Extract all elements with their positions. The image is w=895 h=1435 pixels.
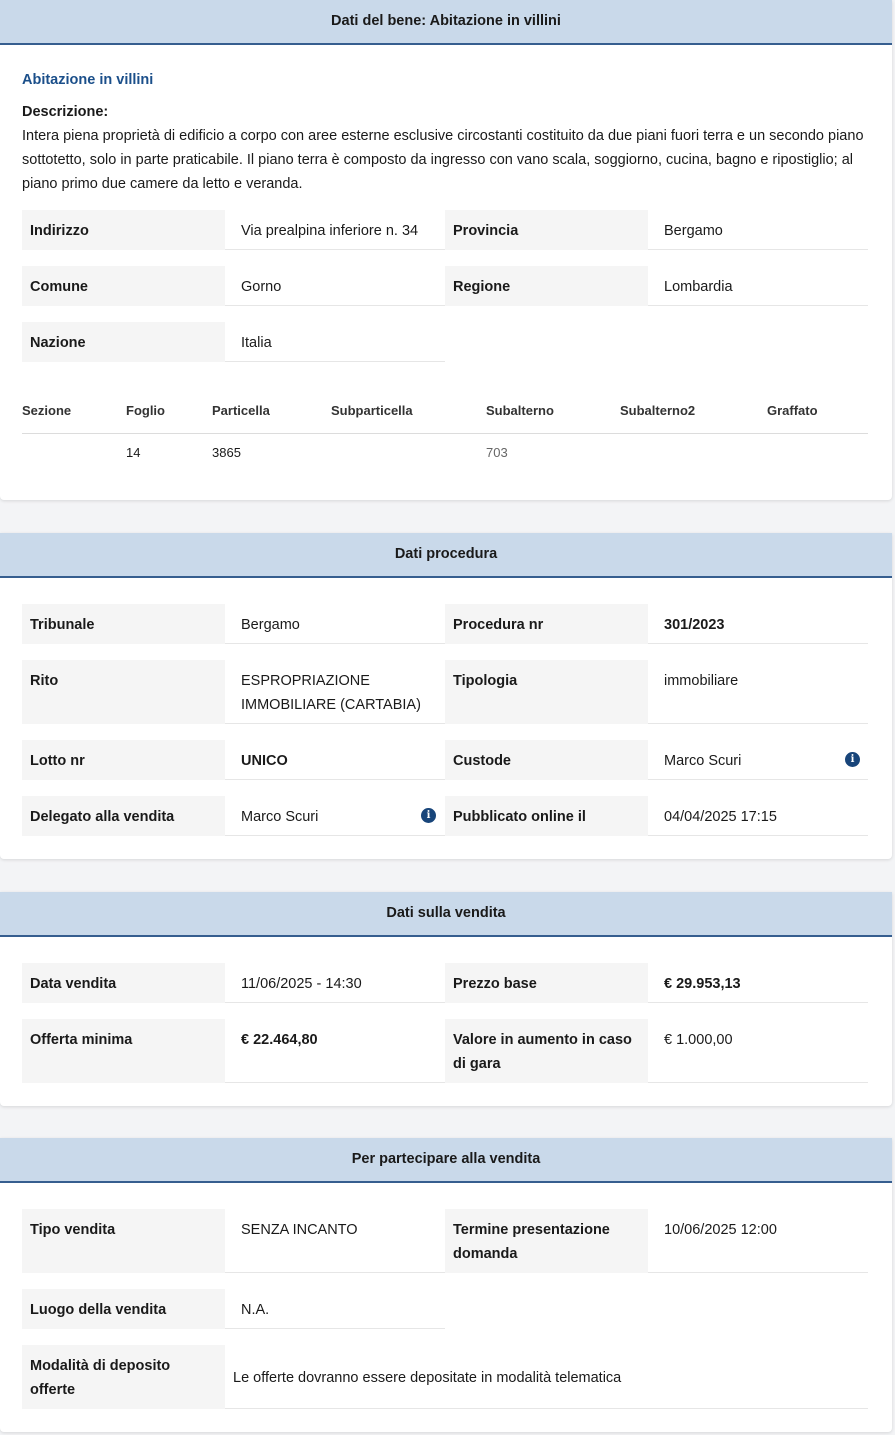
catasto-foglio: 14 (126, 445, 141, 460)
lotto-label: Lotto nr (22, 740, 225, 780)
tipo-vendita-label: Tipo vendita (22, 1209, 225, 1273)
tipo-vendita-value: SENZA INCANTO (225, 1209, 445, 1273)
catasto-col-sezione: Sezione (22, 403, 72, 418)
procedura-header: Dati procedura (0, 533, 892, 578)
bene-card (0, 0, 892, 500)
procedura-card (0, 533, 892, 859)
pubblicato-value: 04/04/2025 17:15 (648, 796, 868, 836)
row-indirizzo (22, 210, 868, 250)
delegato-info-icon[interactable]: i (421, 808, 436, 823)
row-lotto (22, 740, 868, 780)
regione-label: Regione (445, 266, 648, 306)
comune-label: Comune (22, 266, 225, 306)
offerta-minima-value: € 22.464,80 (225, 1019, 445, 1083)
procedura-nr-value: 301/2023 (648, 604, 868, 644)
table-row (22, 434, 868, 474)
partecipare-header: Per partecipare alla vendita (0, 1138, 892, 1183)
catasto-table (22, 394, 868, 474)
bene-header: Dati del bene: Abitazione in villini (0, 0, 892, 45)
deposito-label: Modalità di deposito offerte (22, 1345, 225, 1409)
catasto-subalterno: 703 (486, 445, 508, 460)
provincia-value: Bergamo (648, 210, 868, 250)
descrizione-label: Descrizione: (22, 104, 109, 120)
catasto-col-foglio: Foglio (126, 403, 165, 418)
tipologia-label: Tipologia (445, 660, 648, 724)
vendita-card (0, 892, 892, 1106)
lotto-value: UNICO (225, 740, 445, 780)
row-delegato (22, 796, 868, 836)
descrizione-text: Intera piena proprietà di edificio a corpo con aree esterne esclusive circostanti costituito da due piani fuori terra e un secondo piano sottotetto, solo in parte praticabile. Il piano terra è composto da ingresso con vano scala, soggiorno, cucina, bagno e ripostiglio; al piano primo due camere da letto e veranda. (22, 128, 864, 192)
tribunale-value: Bergamo (225, 604, 445, 644)
tipologia-value: immobiliare (648, 660, 868, 724)
custode-label: Custode (445, 740, 648, 780)
bene-title: Abitazione in villini (22, 72, 154, 88)
prezzo-base-value: € 29.953,13 (648, 963, 868, 1003)
delegato-label: Delegato alla vendita (22, 796, 225, 836)
catasto-particella: 3865 (212, 445, 241, 460)
provincia-label: Provincia (445, 210, 648, 250)
catasto-col-subparticella: Subparticella (331, 403, 413, 418)
luogo-value: N.A. (225, 1289, 445, 1329)
aumento-value: € 1.000,00 (648, 1019, 868, 1083)
catasto-col-graffato: Graffato (767, 403, 818, 418)
row-data-vendita (22, 963, 868, 1003)
termine-value: 10/06/2025 12:00 (648, 1209, 868, 1273)
partecipare-card (0, 1138, 892, 1432)
nazione-value: Italia (225, 322, 445, 362)
pubblicato-label: Pubblicato online il (445, 796, 648, 836)
delegato-value: Marco Scuri (225, 796, 445, 836)
indirizzo-label: Indirizzo (22, 210, 225, 250)
nazione-label: Nazione (22, 322, 225, 362)
row-luogo (22, 1289, 868, 1329)
luogo-label: Luogo della vendita (22, 1289, 225, 1329)
catasto-header-row (22, 394, 868, 434)
aumento-label: Valore in aumento in caso di gara (445, 1019, 648, 1083)
row-comune (22, 266, 868, 306)
row-deposito (22, 1345, 868, 1409)
custode-value: Marco Scuri (648, 740, 868, 780)
row-offerta (22, 1019, 868, 1083)
row-rito (22, 660, 868, 724)
data-vendita-label: Data vendita (22, 963, 225, 1003)
comune-value: Gorno (225, 266, 445, 306)
row-tribunale (22, 604, 868, 644)
prezzo-base-label: Prezzo base (445, 963, 648, 1003)
row-tipo-vendita (22, 1209, 868, 1273)
tribunale-label: Tribunale (22, 604, 225, 644)
procedura-nr-label: Procedura nr (445, 604, 648, 644)
indirizzo-value: Via prealpina inferiore n. 34 (225, 210, 445, 250)
catasto-col-subalterno: Subalterno (486, 403, 554, 418)
rito-value: ESPROPRIAZIONE IMMOBILIARE (CARTABIA) (225, 660, 445, 724)
regione-value: Lombardia (648, 266, 868, 306)
termine-label: Termine presentazione domanda (445, 1209, 648, 1273)
deposito-value: Le offerte dovranno essere depositate in modalità telematica (225, 1345, 868, 1409)
rito-label: Rito (22, 660, 225, 724)
vendita-header: Dati sulla vendita (0, 892, 892, 937)
data-vendita-value: 11/06/2025 - 14:30 (225, 963, 445, 1003)
offerta-minima-label: Offerta minima (22, 1019, 225, 1083)
custode-info-icon[interactable]: i (845, 752, 860, 767)
row-nazione (22, 322, 868, 362)
catasto-col-subalterno2: Subalterno2 (620, 403, 696, 418)
catasto-col-particella: Particella (212, 403, 270, 418)
